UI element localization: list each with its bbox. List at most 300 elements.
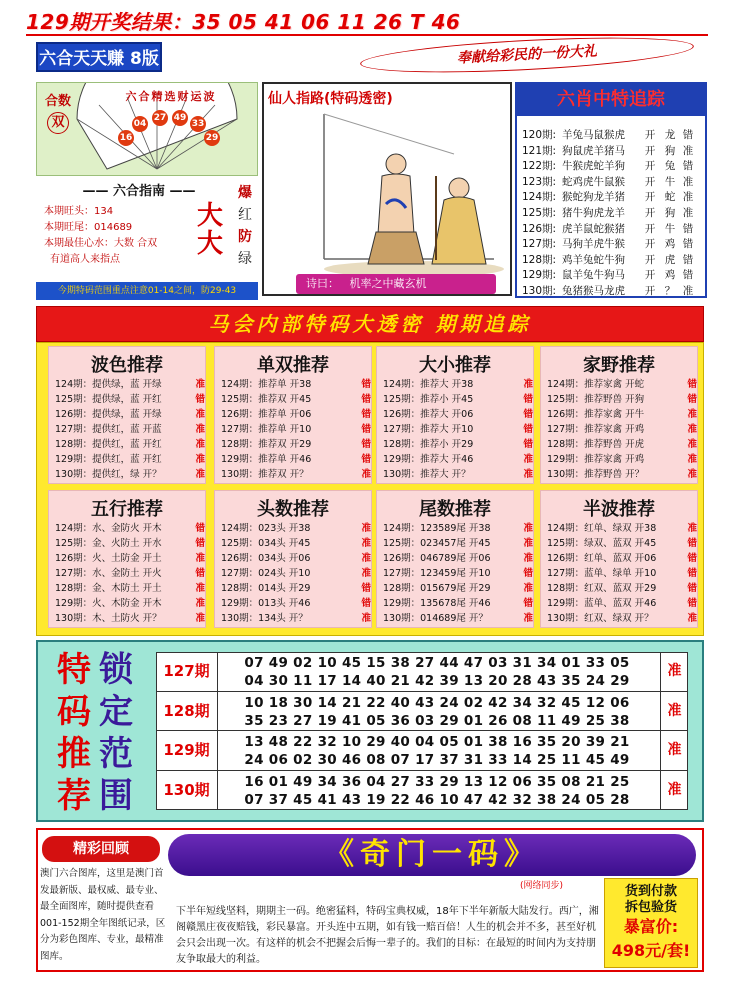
qimen-description: 下半年短线坚料，期期主一码。绝密猛料，特码宝典权威，18年下半年新版大陆发行。西广，湘阁赣黑庄夜夜赔钱，彩民暴富。开头连中五期，如有钱一赔百倍！人生的机会并不多，甚至好机会只会出现一次。有这样的机会不把握会后悔一辈子的。我们的目标：在最短的时间内为支持朋友争取最大的利益。 — [176, 906, 599, 965]
lock-row — [156, 652, 688, 692]
zodiac-row — [522, 128, 704, 144]
panel-row-mark: 错 — [523, 409, 533, 420]
panel-row-mark: 准 — [361, 469, 371, 480]
zodiac-period: 126期: — [522, 222, 557, 235]
zodiac-res: 蛇 — [664, 191, 676, 204]
zodiac-zodiac: 鸡羊兔蛇牛狗 — [562, 253, 625, 266]
panel-row-text: 130期：134头 开？ — [221, 613, 308, 624]
panel-row — [383, 536, 533, 551]
zodiac-row — [522, 144, 704, 160]
panel-row — [547, 596, 697, 611]
zodiac-zodiac: 羊兔马鼠猴虎 — [562, 129, 625, 141]
lock-line: 07 49 02 10 45 15 38 27 44 47 03 31 34 01 33 05 — [244, 655, 630, 671]
panel-row-mark: 错 — [361, 439, 371, 450]
zodiac-res: ？ — [664, 284, 676, 297]
panel-row-text: 129期：提供红，蓝 开红 — [55, 454, 162, 465]
panel-row — [221, 377, 371, 392]
panel-title: 波色推荐 — [91, 355, 163, 376]
panel-row-text: 126期：推荐家禽 开牛 — [547, 409, 645, 420]
lock-period-text: 129期 — [163, 741, 210, 759]
panel-row — [547, 452, 697, 467]
panel-row-mark: 错 — [523, 598, 533, 609]
panel-row-mark: 准 — [687, 454, 697, 465]
panel-row — [55, 467, 205, 482]
panel-row — [55, 437, 205, 452]
panel-row-mark: 错 — [361, 424, 371, 435]
zodiac-mark: 错 — [682, 269, 694, 282]
panel-row-mark: 准 — [361, 613, 371, 624]
panel-row-mark: 错 — [523, 424, 533, 435]
panel-row — [383, 521, 533, 536]
panel-row-mark: 错 — [687, 598, 697, 609]
panel-row-mark: 准 — [687, 469, 697, 480]
fan-title: 六合精选财运波 — [125, 90, 217, 103]
panel-row-text: 125期：金、火防土 开水 — [55, 538, 162, 549]
panel-row — [221, 596, 371, 611]
panel-row — [221, 467, 371, 482]
panel-row-mark: 错 — [687, 583, 697, 594]
lock-numbers — [220, 733, 654, 769]
panel-title: 五行推荐 — [91, 499, 163, 520]
lock-word: 推 — [57, 734, 91, 774]
panel-row-mark: 准 — [195, 469, 205, 480]
panel-row-text: 129期：推荐单 开46 — [221, 454, 312, 465]
lock-period-text: 127期 — [163, 662, 210, 680]
panel-row-mark: 错 — [361, 583, 371, 594]
panel-row-text: 126期：火、土防金 开土 — [55, 553, 162, 564]
zodiac-row — [522, 175, 704, 191]
panel-row-text: 125期：023457尾 开45 — [383, 538, 491, 549]
panel-row-mark: 错 — [195, 523, 205, 534]
lock-line: 13 48 22 32 10 29 40 04 05 01 38 16 35 20 39 21 — [244, 734, 630, 750]
review-text: 澳门六合图库，这里是澳门首发最新版、最权威、最专业、最全面图库，随时提供查看001-152期全年图纸记录，区分为彩色图库、专业，最精准图库。 — [40, 868, 166, 962]
panel-row — [221, 422, 371, 437]
zodiac-open: 开 — [644, 238, 656, 251]
side-words: 爆 红 防 绿 — [238, 185, 252, 267]
qimen-title: 《奇门一码》 — [324, 837, 540, 872]
panel-row-text: 124期：推荐单 开38 — [221, 379, 312, 390]
zodiac-period: 122期: — [522, 160, 557, 173]
lock-row — [156, 731, 688, 771]
slogan: 奉献给彩民的一份大礼 — [359, 31, 694, 78]
panel-row-text: 125期：推荐小 开45 — [383, 394, 474, 405]
zodiac-res: 龙 — [664, 129, 676, 141]
panel-title: 尾数推荐 — [419, 499, 491, 520]
zodiac-zodiac: 兔猪猴马龙虎 — [562, 284, 625, 297]
panel-row — [383, 467, 533, 482]
zodiac-zodiac: 狗鼠虎羊猪马 — [562, 144, 625, 157]
zodiac-row — [522, 253, 704, 269]
panel-row-mark: 准 — [361, 553, 371, 564]
panel-row — [547, 521, 697, 536]
panel-row-text: 127期：123459尾 开10 — [383, 568, 491, 579]
panel-row-mark: 准 — [687, 613, 697, 624]
recommend-panel — [376, 346, 534, 484]
lock-period — [156, 731, 218, 770]
zodiac-open: 开 — [644, 206, 656, 219]
panel-row-text: 124期：推荐家禽 开蛇 — [547, 379, 645, 390]
panel-row-mark: 准 — [195, 553, 205, 564]
panel-row — [55, 521, 205, 536]
panel-row-text: 126期：034头 开06 — [221, 553, 311, 564]
zodiac-open: 开 — [644, 284, 656, 297]
panel-row-text: 127期：水、金防土 开火 — [55, 568, 162, 579]
zodiac-open: 开 — [644, 269, 656, 282]
panel-row-mark: 准 — [195, 613, 205, 624]
panel-row — [547, 566, 697, 581]
lock-numbers — [220, 654, 654, 690]
panel-row-text: 128期：金、木防土 开土 — [55, 583, 162, 594]
net-sync-label: (网络同步) — [520, 881, 564, 891]
panel-row — [55, 551, 205, 566]
panel-row — [55, 392, 205, 407]
panel-row-text: 129期：火、木防金 开木 — [55, 598, 162, 609]
panel-row — [547, 422, 697, 437]
panel-row — [547, 581, 697, 596]
panel-row-mark: 准 — [523, 583, 533, 594]
zodiac-mark: 准 — [682, 175, 694, 188]
recommend-panel — [48, 346, 206, 484]
zodiac-mark: 错 — [682, 238, 694, 251]
recommend-panel — [214, 346, 372, 484]
zodiac-mark: 准 — [682, 144, 694, 157]
panel-row-mark: 错 — [687, 553, 697, 564]
zodiac-mark: 错 — [682, 222, 694, 235]
lock-line: 10 18 30 14 21 22 40 43 24 02 42 34 32 45 12 06 — [244, 694, 630, 711]
zodiac-zodiac: 猪牛狗虎龙羊 — [562, 206, 625, 219]
fan-ball: 27 — [152, 110, 168, 126]
panel-row-text: 127期：024头 开10 — [221, 568, 311, 579]
panel-title: 半波推荐 — [583, 499, 655, 520]
panel-row-text: 130期：红双、绿双 开？ — [547, 613, 654, 624]
lock-line: 16 01 49 34 36 04 27 33 29 13 12 06 35 08 21 25 — [244, 773, 630, 790]
guide-lines — [44, 204, 184, 272]
panel-row — [55, 581, 205, 596]
zodiac-period: 121期: — [522, 144, 557, 157]
panel-row-text: 128期：红双、蓝双 开29 — [547, 583, 657, 594]
red-band-title: 马会内部特码大透密 期期追踪 — [208, 312, 532, 336]
panel-row-text: 124期：提供绿，蓝 开绿 — [55, 379, 162, 390]
panel-row-text: 130期：提供红，绿 开？ — [55, 469, 162, 480]
zodiac-res: 鸡 — [664, 269, 676, 282]
panel-title: 大小推荐 — [419, 355, 491, 376]
panel-row — [55, 596, 205, 611]
panel-row-text: 130期：推荐野兽 开？ — [547, 469, 645, 480]
guide-line: 本期旺头：134 — [44, 206, 114, 217]
lock-word: 范 — [99, 734, 133, 774]
panel-row-text: 130期：推荐大 开？ — [383, 469, 471, 480]
guide-line: 本期旺尾：014689 — [44, 222, 133, 233]
zodiac-period: 128期: — [522, 253, 557, 266]
panel-row — [547, 551, 697, 566]
panel-row-text: 124期：红单、绿双 开38 — [547, 523, 657, 534]
panel-row-text: 129期：推荐家禽 开鸡 — [547, 454, 645, 465]
panel-row-text: 130期：推荐双 开？ — [221, 469, 309, 480]
panel-row-mark: 准 — [195, 409, 205, 420]
zodiac-period: 125期: — [522, 206, 557, 219]
panel-row — [547, 392, 697, 407]
lock-word: 码 — [57, 692, 91, 732]
fan-ball: 49 — [172, 110, 188, 126]
panel-row-text: 126期：推荐单 开06 — [221, 409, 312, 420]
zodiac-row — [522, 206, 704, 222]
lock-word: 锁 — [99, 650, 133, 690]
lock-mark: 准 — [660, 731, 688, 770]
lock-mark: 准 — [660, 692, 688, 731]
panel-row-mark: 准 — [687, 424, 697, 435]
lock-period-text: 130期 — [163, 780, 210, 799]
lock-mark: 准 — [660, 771, 688, 811]
panel-row-mark: 准 — [195, 583, 205, 594]
panel-row-mark: 准 — [523, 613, 533, 624]
panel-row — [221, 407, 371, 422]
panel-row-mark: 准 — [361, 523, 371, 534]
panel-row-mark: 错 — [195, 394, 205, 405]
panel-row-text: 128期：015679尾 开29 — [383, 583, 491, 594]
zodiac-row — [522, 222, 704, 238]
panel-title: 家野推荐 — [583, 355, 655, 376]
panel-row-text: 127期：提供红，蓝 开蓝 — [55, 424, 162, 435]
panel-row — [383, 581, 533, 596]
recommend-panel — [48, 490, 206, 628]
recommend-panel — [540, 490, 698, 628]
zodiac-res: 狗 — [664, 144, 676, 157]
panel-row-text: 125期：绿双、蓝双 开45 — [547, 538, 657, 549]
lock-period — [156, 771, 218, 811]
panel-title: 头数推荐 — [257, 499, 329, 520]
panel-row-mark: 准 — [523, 454, 533, 465]
panel-row-text: 130期：木、土防火 开？ — [55, 613, 162, 624]
panel-row-mark: 准 — [523, 538, 533, 549]
panel-row — [221, 611, 371, 626]
immortal-title: 仙人指路(特码透密) — [268, 91, 393, 107]
zodiac-open: 开 — [644, 129, 656, 141]
zodiac-zodiac: 鼠羊兔牛狗马 — [562, 269, 625, 282]
panel-row-mark: 错 — [361, 598, 371, 609]
panel-row-mark: 准 — [523, 379, 533, 390]
lock-word: 围 — [99, 776, 133, 816]
panel-row — [547, 407, 697, 422]
immortal-illustration — [264, 84, 510, 294]
panel-row — [221, 392, 371, 407]
lock-word: 荐 — [57, 776, 91, 816]
panel-row-text: 129期：135678尾 开46 — [383, 598, 491, 609]
zodiac-res: 虎 — [664, 253, 676, 266]
guide-line: 本期最佳心水：大数 合双 — [44, 238, 158, 249]
zodiac-res: 狗 — [664, 206, 676, 219]
panel-row-text: 128期：014头 开29 — [221, 583, 311, 594]
panel-row-text: 126期：提供绿，蓝 开绿 — [55, 409, 162, 420]
panel-row-mark: 准 — [195, 598, 205, 609]
zodiac-period: 124期: — [522, 191, 557, 204]
panel-row-text: 124期：水、金防火 开木 — [55, 523, 162, 534]
panel-row — [221, 581, 371, 596]
zodiac-mark: 准 — [682, 191, 694, 204]
panel-row-text: 126期：推荐大 开06 — [383, 409, 474, 420]
zodiac-res: 兔 — [664, 160, 676, 173]
recommend-panel — [376, 490, 534, 628]
recommend-panel — [214, 490, 372, 628]
panel-row-mark: 准 — [523, 469, 533, 480]
price-value: 498元/套! — [611, 941, 691, 960]
zodiac-open: 开 — [644, 253, 656, 266]
panel-row-mark: 错 — [361, 409, 371, 420]
zodiac-row — [522, 268, 704, 284]
zodiac-res: 鸡 — [664, 238, 676, 251]
lock-line: 24 06 02 30 46 08 07 17 37 31 33 14 25 11 45 49 — [244, 752, 630, 768]
panel-row — [55, 566, 205, 581]
panel-row-text: 125期：034头 开45 — [221, 538, 311, 549]
lock-mark: 准 — [660, 652, 688, 691]
panel-row — [55, 407, 205, 422]
panel-row-mark: 错 — [687, 538, 697, 549]
zodiac-period: 123期: — [522, 175, 557, 188]
zodiac-zodiac: 虎羊鼠蛇猴猪 — [562, 222, 625, 235]
fan-ball: 16 — [118, 130, 134, 146]
panel-row-mark: 准 — [195, 454, 205, 465]
poem-bar: 诗曰： 机率之中藏玄机 — [296, 274, 496, 294]
panel-row — [383, 437, 533, 452]
cod-label: 货到付款 — [624, 884, 677, 899]
zodiac-open: 开 — [644, 144, 656, 157]
panel-row-text: 129期：推荐大 开46 — [383, 454, 474, 465]
panel-row-text: 126期：046789尾 开06 — [383, 553, 491, 564]
zodiac-open: 开 — [644, 222, 656, 235]
panel-row — [55, 377, 205, 392]
zodiac-list — [522, 128, 704, 296]
panel-row-mark: 错 — [687, 568, 697, 579]
panel-row-mark: 错 — [361, 394, 371, 405]
zodiac-period: 129期: — [522, 269, 557, 282]
panel-row — [221, 551, 371, 566]
lock-period-text: 128期 — [163, 701, 210, 720]
panel-row — [383, 611, 533, 626]
zodiac-open: 开 — [644, 175, 656, 188]
inspect-label: 拆包验货 — [624, 900, 677, 915]
guide-title: —— 六合指南 —— — [82, 184, 196, 199]
panel-row-mark: 错 — [687, 379, 697, 390]
panel-row-mark: 准 — [195, 439, 205, 450]
lock-word: 定 — [99, 692, 133, 732]
zodiac-zodiac: 牛猴虎蛇羊狗 — [562, 160, 625, 173]
panel-row-text: 128期：推荐野兽 开虎 — [547, 439, 645, 450]
panel-row-text: 129期：蓝单、蓝双 开46 — [547, 598, 657, 609]
panel-row-text: 128期：推荐双 开29 — [221, 439, 312, 450]
zodiac-zodiac: 蛇鸡虎牛鼠猴 — [562, 175, 625, 188]
fan-ball: 33 — [190, 116, 206, 132]
review-badge: 精彩回顾 — [42, 836, 160, 862]
panel-row-text: 125期：推荐野兽 开狗 — [547, 394, 645, 405]
panel-row-text: 124期：推荐大 开38 — [383, 379, 474, 390]
panel-row — [383, 422, 533, 437]
panel-row-mark: 准 — [687, 439, 697, 450]
panel-row-text: 125期：提供绿，蓝 开红 — [55, 394, 162, 405]
panel-row — [221, 566, 371, 581]
panel-title: 单双推荐 — [257, 355, 329, 376]
panel-row — [383, 452, 533, 467]
panel-row — [383, 566, 533, 581]
panel-row-text: 130期：014689尾 开？ — [383, 613, 488, 624]
zodiac-title: 六肖中特追踪 — [517, 84, 705, 116]
version-title: 六合天天赚 8版 — [36, 42, 162, 72]
panel-row-text: 126期：红单、蓝双 开06 — [547, 553, 657, 564]
panel-row-mark: 错 — [687, 394, 697, 405]
zodiac-zodiac: 马狗羊虎牛猴 — [562, 238, 625, 251]
panel-row — [547, 377, 697, 392]
lock-word: 特 — [57, 650, 91, 690]
zodiac-period: 120期: — [522, 129, 557, 141]
guide-line: 有道高人来指点 — [50, 254, 120, 265]
lock-line: 04 30 11 17 14 40 21 42 39 13 20 28 43 35 24 29 — [244, 673, 630, 689]
big-da-char: 大 大 — [196, 201, 223, 259]
panel-row — [55, 611, 205, 626]
panel-row-text: 127期：蓝单、绿单 开10 — [547, 568, 657, 579]
panel-row-text: 128期：推荐小 开29 — [383, 439, 474, 450]
panel-row-mark: 错 — [361, 379, 371, 390]
zodiac-period: 130期: — [522, 284, 557, 297]
fan-ball: 29 — [204, 130, 220, 146]
panel-row-text: 124期：123589尾 开38 — [383, 523, 491, 534]
lock-numbers — [220, 773, 654, 809]
panel-row-text: 127期：推荐单 开10 — [221, 424, 312, 435]
panel-row-mark: 准 — [523, 553, 533, 564]
panel-row-text: 127期：推荐家禽 开鸡 — [547, 424, 645, 435]
lock-row — [156, 692, 688, 732]
panel-row-mark: 准 — [361, 538, 371, 549]
zodiac-open: 开 — [644, 191, 656, 204]
lock-row — [156, 771, 688, 811]
panel-row-text: 128期：提供红，蓝 开红 — [55, 439, 162, 450]
fan-ball: 04 — [132, 116, 148, 132]
panel-row — [383, 596, 533, 611]
zodiac-row — [522, 159, 704, 175]
result-banner: 129期开奖结果：35 05 41 06 11 26 T 46 — [26, 10, 461, 34]
immortal-box — [262, 82, 512, 296]
panel-row — [55, 422, 205, 437]
panel-row — [547, 611, 697, 626]
heshu-label: 合数 双 — [44, 94, 72, 154]
panel-row — [383, 551, 533, 566]
panel-row-text: 124期：023头 开38 — [221, 523, 311, 534]
panel-row-mark: 错 — [523, 394, 533, 405]
zodiac-res: 牛 — [664, 175, 676, 188]
zodiac-row — [522, 190, 704, 206]
panel-row-mark: 准 — [195, 379, 205, 390]
recommend-panel — [540, 346, 698, 484]
panel-row-mark: 错 — [195, 568, 205, 579]
panel-row-text: 129期：013头 开46 — [221, 598, 311, 609]
zodiac-mark: 错 — [682, 160, 694, 173]
panel-row — [547, 467, 697, 482]
zodiac-zodiac: 猴蛇狗龙羊猪 — [562, 191, 625, 204]
zodiac-row — [522, 284, 704, 300]
lock-period — [156, 692, 218, 731]
price-label: 暴富价: — [623, 917, 679, 936]
lock-line: 07 37 45 41 43 19 22 46 10 47 42 32 38 24 05 28 — [244, 791, 630, 808]
lock-numbers — [220, 694, 654, 730]
panel-row-mark: 准 — [195, 424, 205, 435]
panel-row — [55, 536, 205, 551]
panel-row — [547, 536, 697, 551]
panel-row — [55, 452, 205, 467]
panel-row-mark: 准 — [361, 568, 371, 579]
panel-row — [221, 521, 371, 536]
heshu-value: 双 — [47, 112, 69, 134]
panel-row-mark: 错 — [361, 454, 371, 465]
panel-row-mark: 错 — [195, 538, 205, 549]
panel-row-mark: 错 — [523, 568, 533, 579]
zodiac-mark: 准 — [682, 206, 694, 219]
